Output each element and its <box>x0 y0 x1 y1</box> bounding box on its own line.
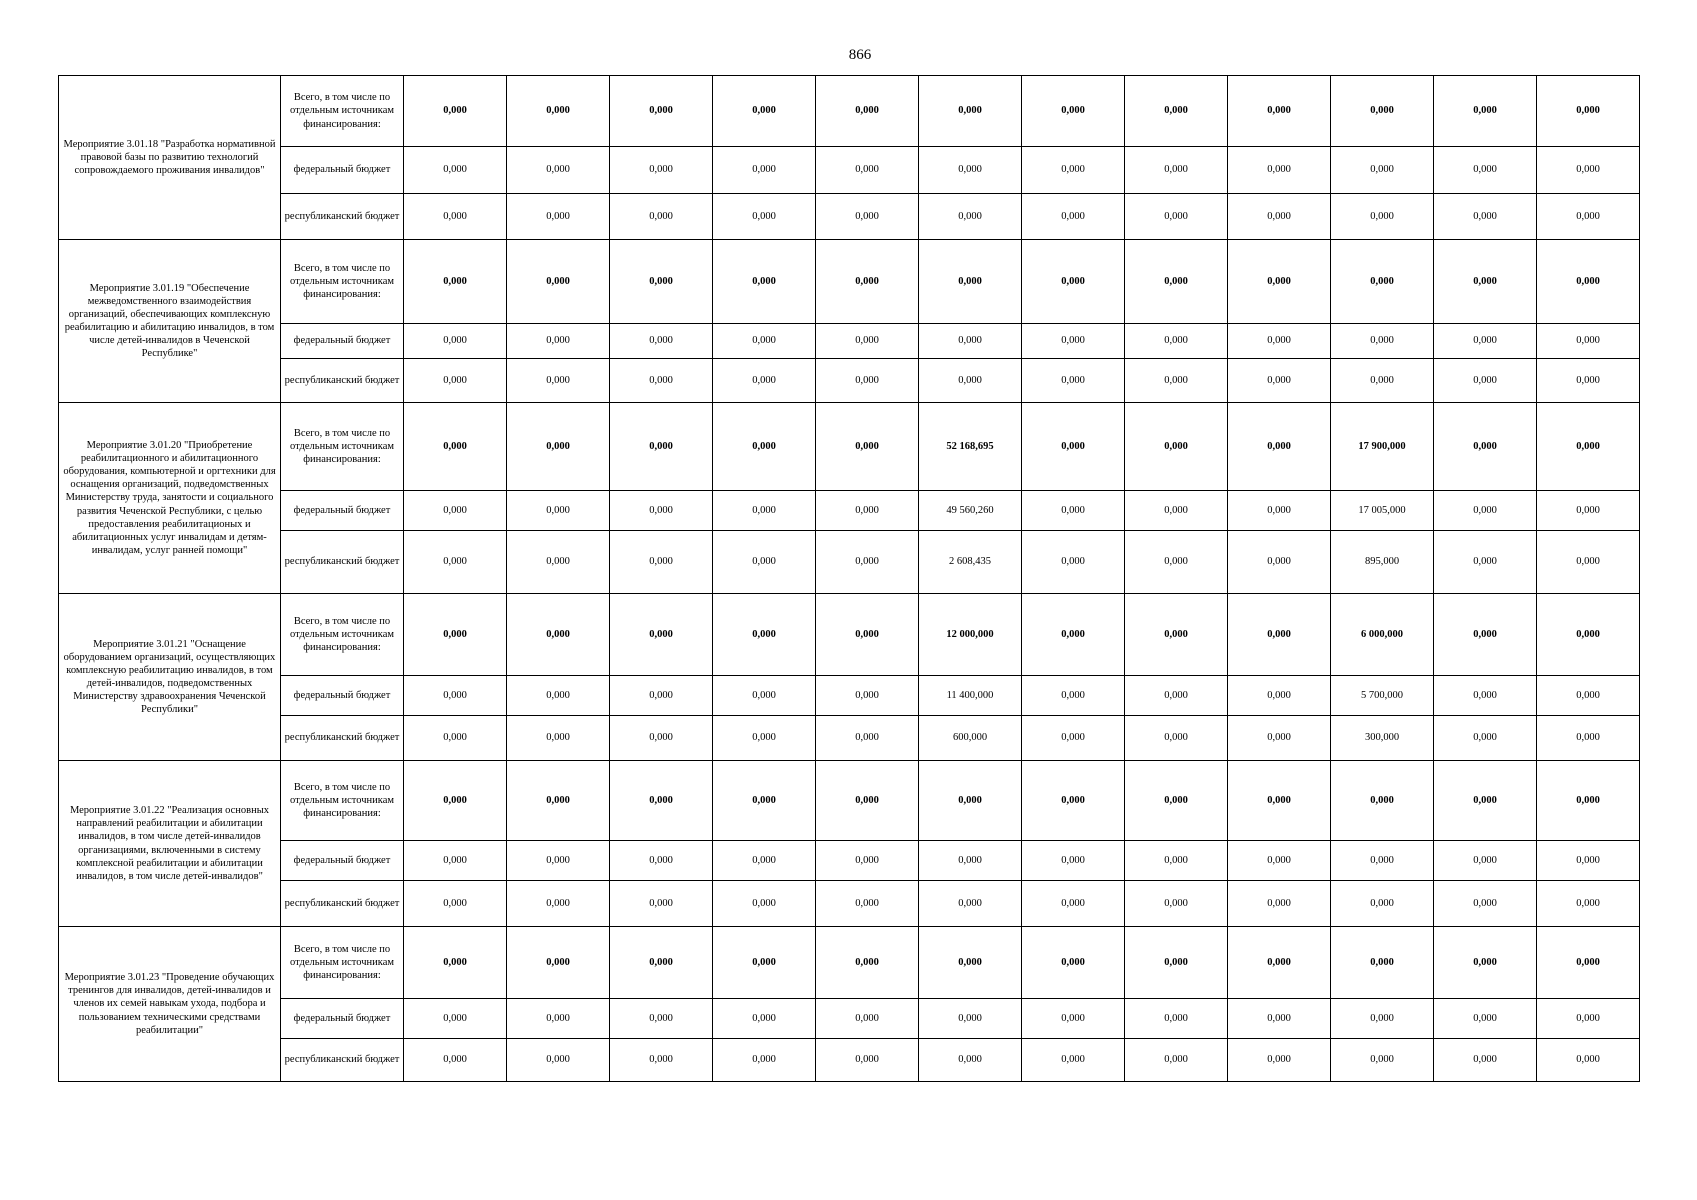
table-row <box>59 1039 1640 1082</box>
value-cell: 11 400,000 <box>919 676 1022 716</box>
value-cell: 0,000 <box>507 147 610 194</box>
value-cell: 0,000 <box>610 761 713 841</box>
source-label-federal-budget: федеральный бюджет <box>281 676 404 716</box>
source-label-republic-budget: республиканский бюджет <box>281 359 404 403</box>
value-cell: 0,000 <box>610 841 713 881</box>
value-cell: 0,000 <box>507 359 610 403</box>
value-cell: 0,000 <box>1228 927 1331 999</box>
value-cell: 0,000 <box>507 403 610 491</box>
value-cell: 0,000 <box>919 147 1022 194</box>
table-row <box>59 716 1640 761</box>
value-cell: 0,000 <box>1022 240 1125 324</box>
value-cell: 0,000 <box>816 324 919 359</box>
value-cell: 0,000 <box>1434 240 1537 324</box>
value-cell: 0,000 <box>1537 324 1640 359</box>
table-row <box>59 676 1640 716</box>
value-cell: 0,000 <box>507 324 610 359</box>
value-cell: 0,000 <box>404 1039 507 1082</box>
value-cell: 0,000 <box>713 403 816 491</box>
value-cell: 0,000 <box>713 324 816 359</box>
value-cell: 0,000 <box>1537 531 1640 594</box>
value-cell: 0,000 <box>1125 716 1228 761</box>
value-cell: 0,000 <box>404 359 507 403</box>
value-cell: 0,000 <box>1022 194 1125 240</box>
value-cell: 0,000 <box>1228 841 1331 881</box>
value-cell: 0,000 <box>919 927 1022 999</box>
value-cell: 0,000 <box>713 999 816 1039</box>
value-cell: 0,000 <box>507 999 610 1039</box>
value-cell: 0,000 <box>816 1039 919 1082</box>
value-cell: 0,000 <box>507 76 610 147</box>
value-cell: 0,000 <box>1228 716 1331 761</box>
source-label-republic-budget: республиканский бюджет <box>281 716 404 761</box>
value-cell: 0,000 <box>713 194 816 240</box>
value-cell: 0,000 <box>1022 594 1125 676</box>
value-cell: 0,000 <box>610 676 713 716</box>
value-cell: 0,000 <box>919 76 1022 147</box>
value-cell: 0,000 <box>713 716 816 761</box>
value-cell: 0,000 <box>404 927 507 999</box>
value-cell: 0,000 <box>816 240 919 324</box>
page-number: 866 <box>848 47 872 63</box>
value-cell: 0,000 <box>1537 841 1640 881</box>
value-cell: 0,000 <box>507 676 610 716</box>
value-cell: 0,000 <box>1331 1039 1434 1082</box>
table-row <box>59 324 1640 359</box>
value-cell: 0,000 <box>1228 147 1331 194</box>
value-cell: 0,000 <box>816 147 919 194</box>
event-title: Мероприятие 3.01.21 "Оснащение оборудованием организаций, осуществляющих комплексную реабилитацию инвалидов, в том детей-инвалидов, подведомственных Министерству здравоохранения Чеченской Республики" <box>59 594 281 761</box>
value-cell: 0,000 <box>507 194 610 240</box>
value-cell: 0,000 <box>816 676 919 716</box>
value-cell: 0,000 <box>1434 194 1537 240</box>
value-cell: 0,000 <box>919 761 1022 841</box>
value-cell: 0,000 <box>1434 147 1537 194</box>
table-row <box>59 147 1640 194</box>
value-cell: 0,000 <box>610 403 713 491</box>
table-row <box>59 531 1640 594</box>
value-cell: 0,000 <box>404 76 507 147</box>
value-cell: 0,000 <box>507 491 610 531</box>
value-cell: 0,000 <box>404 881 507 927</box>
value-cell: 49 560,260 <box>919 491 1022 531</box>
value-cell: 0,000 <box>816 594 919 676</box>
value-cell: 0,000 <box>1434 324 1537 359</box>
value-cell: 0,000 <box>1125 761 1228 841</box>
value-cell: 0,000 <box>610 1039 713 1082</box>
value-cell: 0,000 <box>1125 76 1228 147</box>
value-cell: 0,000 <box>610 76 713 147</box>
value-cell: 0,000 <box>1434 76 1537 147</box>
value-cell: 0,000 <box>507 761 610 841</box>
value-cell: 0,000 <box>507 716 610 761</box>
table-row <box>59 594 1640 676</box>
value-cell: 0,000 <box>1022 1039 1125 1082</box>
value-cell: 0,000 <box>1022 999 1125 1039</box>
value-cell: 0,000 <box>816 76 919 147</box>
value-cell: 0,000 <box>713 676 816 716</box>
value-cell: 0,000 <box>507 881 610 927</box>
value-cell: 0,000 <box>404 676 507 716</box>
value-cell: 0,000 <box>713 761 816 841</box>
value-cell: 0,000 <box>1125 147 1228 194</box>
value-cell: 0,000 <box>1022 324 1125 359</box>
value-cell: 0,000 <box>1228 999 1331 1039</box>
value-cell: 0,000 <box>404 491 507 531</box>
value-cell: 0,000 <box>713 76 816 147</box>
value-cell: 0,000 <box>404 761 507 841</box>
value-cell: 0,000 <box>1125 1039 1228 1082</box>
value-cell: 0,000 <box>919 999 1022 1039</box>
value-cell: 0,000 <box>1228 881 1331 927</box>
value-cell: 0,000 <box>1434 676 1537 716</box>
value-cell: 0,000 <box>610 716 713 761</box>
table-row <box>59 491 1640 531</box>
source-label-federal-budget: федеральный бюджет <box>281 324 404 359</box>
value-cell: 0,000 <box>713 147 816 194</box>
value-cell: 52 168,695 <box>919 403 1022 491</box>
value-cell: 0,000 <box>610 359 713 403</box>
value-cell: 0,000 <box>1537 1039 1640 1082</box>
value-cell: 0,000 <box>1331 147 1434 194</box>
value-cell: 0,000 <box>1228 76 1331 147</box>
source-label-federal-budget: федеральный бюджет <box>281 147 404 194</box>
value-cell: 895,000 <box>1331 531 1434 594</box>
value-cell: 0,000 <box>713 1039 816 1082</box>
value-cell: 0,000 <box>713 594 816 676</box>
value-cell: 0,000 <box>404 403 507 491</box>
budget-table <box>58 75 1640 1082</box>
value-cell: 0,000 <box>610 531 713 594</box>
value-cell: 0,000 <box>919 881 1022 927</box>
value-cell: 0,000 <box>816 881 919 927</box>
value-cell: 0,000 <box>1434 761 1537 841</box>
value-cell: 0,000 <box>1125 881 1228 927</box>
value-cell: 0,000 <box>1125 676 1228 716</box>
value-cell: 0,000 <box>1331 194 1434 240</box>
value-cell: 0,000 <box>1022 403 1125 491</box>
value-cell: 0,000 <box>816 491 919 531</box>
value-cell: 0,000 <box>1022 531 1125 594</box>
value-cell: 0,000 <box>1228 240 1331 324</box>
value-cell: 0,000 <box>1537 76 1640 147</box>
value-cell: 0,000 <box>1434 716 1537 761</box>
value-cell: 0,000 <box>507 531 610 594</box>
value-cell: 5 700,000 <box>1331 676 1434 716</box>
value-cell: 0,000 <box>1228 359 1331 403</box>
value-cell: 0,000 <box>1331 761 1434 841</box>
value-cell: 0,000 <box>610 491 713 531</box>
value-cell: 0,000 <box>1125 194 1228 240</box>
value-cell: 0,000 <box>1228 324 1331 359</box>
value-cell: 0,000 <box>713 240 816 324</box>
value-cell: 300,000 <box>1331 716 1434 761</box>
value-cell: 0,000 <box>1125 927 1228 999</box>
value-cell: 0,000 <box>1331 240 1434 324</box>
event-title: Мероприятие 3.01.18 "Разработка нормативной правовой базы по развитию технологий сопровождаемого проживания инвалидов" <box>59 76 281 240</box>
value-cell: 0,000 <box>404 594 507 676</box>
value-cell: 0,000 <box>1022 716 1125 761</box>
value-cell: 0,000 <box>610 999 713 1039</box>
table-row <box>59 403 1640 491</box>
source-label-republic-budget: республиканский бюджет <box>281 194 404 240</box>
table-row <box>59 240 1640 324</box>
value-cell: 0,000 <box>1331 927 1434 999</box>
value-cell: 0,000 <box>1537 491 1640 531</box>
value-cell: 0,000 <box>1022 881 1125 927</box>
value-cell: 0,000 <box>404 240 507 324</box>
table-row <box>59 927 1640 999</box>
value-cell: 0,000 <box>1022 491 1125 531</box>
value-cell: 0,000 <box>404 841 507 881</box>
value-cell: 0,000 <box>919 1039 1022 1082</box>
value-cell: 0,000 <box>1125 491 1228 531</box>
event-title: Мероприятие 3.01.20 "Приобретение реабилитационного и абилитационного оборудования, компьютерной и оргтехники для оснащения организаций, подведомственных Министерству труда, занятости и социального развития Чеченской Республики, с целью предоставления реабилитационых и абилитационных услуг инвалидам и детям-инвалидам, услуг ранней помощи" <box>59 403 281 594</box>
value-cell: 0,000 <box>1434 881 1537 927</box>
source-label-total: Всего, в том числе по отдельным источникам финансирования: <box>281 76 404 147</box>
value-cell: 0,000 <box>610 194 713 240</box>
value-cell: 0,000 <box>507 1039 610 1082</box>
value-cell: 0,000 <box>1022 147 1125 194</box>
table-row <box>59 761 1640 841</box>
value-cell: 0,000 <box>919 841 1022 881</box>
value-cell: 0,000 <box>1022 76 1125 147</box>
value-cell: 0,000 <box>919 359 1022 403</box>
value-cell: 0,000 <box>1537 240 1640 324</box>
value-cell: 0,000 <box>1228 403 1331 491</box>
value-cell: 0,000 <box>610 324 713 359</box>
value-cell: 0,000 <box>1434 491 1537 531</box>
table-row <box>59 881 1640 927</box>
value-cell: 0,000 <box>1125 999 1228 1039</box>
value-cell: 0,000 <box>610 881 713 927</box>
value-cell: 0,000 <box>713 881 816 927</box>
value-cell: 0,000 <box>816 403 919 491</box>
value-cell: 0,000 <box>610 927 713 999</box>
value-cell: 0,000 <box>1434 531 1537 594</box>
value-cell: 0,000 <box>507 240 610 324</box>
value-cell: 0,000 <box>1331 76 1434 147</box>
value-cell: 0,000 <box>919 324 1022 359</box>
value-cell: 0,000 <box>1434 999 1537 1039</box>
value-cell: 0,000 <box>404 531 507 594</box>
value-cell: 0,000 <box>610 594 713 676</box>
value-cell: 0,000 <box>1331 881 1434 927</box>
value-cell: 0,000 <box>404 194 507 240</box>
source-label-total: Всего, в том числе по отдельным источникам финансирования: <box>281 761 404 841</box>
event-title: Мероприятие 3.01.19 "Обеспечение межведомственного взаимодействия организаций, обеспечивающих комплексную реабилитацию и абилитацию инвалидов, в том числе детей-инвалидов в Чеченской Республике" <box>59 240 281 403</box>
value-cell: 0,000 <box>1537 194 1640 240</box>
source-label-republic-budget: республиканский бюджет <box>281 1039 404 1082</box>
value-cell: 0,000 <box>1537 594 1640 676</box>
source-label-federal-budget: федеральный бюджет <box>281 999 404 1039</box>
table-row <box>59 999 1640 1039</box>
value-cell: 0,000 <box>1228 531 1331 594</box>
value-cell: 0,000 <box>816 531 919 594</box>
value-cell: 6 000,000 <box>1331 594 1434 676</box>
value-cell: 0,000 <box>1537 761 1640 841</box>
value-cell: 0,000 <box>1228 1039 1331 1082</box>
value-cell: 0,000 <box>1125 841 1228 881</box>
value-cell: 0,000 <box>507 927 610 999</box>
value-cell: 0,000 <box>1537 359 1640 403</box>
value-cell: 0,000 <box>610 240 713 324</box>
source-label-federal-budget: федеральный бюджет <box>281 491 404 531</box>
value-cell: 0,000 <box>1331 999 1434 1039</box>
value-cell: 0,000 <box>816 194 919 240</box>
value-cell: 17 005,000 <box>1331 491 1434 531</box>
value-cell: 17 900,000 <box>1331 403 1434 491</box>
value-cell: 0,000 <box>816 999 919 1039</box>
value-cell: 0,000 <box>1537 999 1640 1039</box>
value-cell: 0,000 <box>1125 240 1228 324</box>
value-cell: 0,000 <box>1022 761 1125 841</box>
table-row <box>59 841 1640 881</box>
value-cell: 0,000 <box>610 147 713 194</box>
value-cell: 0,000 <box>1228 761 1331 841</box>
value-cell: 0,000 <box>713 841 816 881</box>
value-cell: 0,000 <box>1228 676 1331 716</box>
value-cell: 0,000 <box>1434 403 1537 491</box>
value-cell: 0,000 <box>1537 676 1640 716</box>
source-label-total: Всего, в том числе по отдельным источникам финансирования: <box>281 927 404 999</box>
event-title: Мероприятие 3.01.22 "Реализация основных направлений реабилитации и абилитации инвалидов, в том числе детей-инвалидов организациями, включенными в систему комплексной реабилитации и абилитации инвалидов, в том числе детей-инвалидов" <box>59 761 281 927</box>
value-cell: 0,000 <box>507 594 610 676</box>
value-cell: 0,000 <box>1125 359 1228 403</box>
source-label-republic-budget: республиканский бюджет <box>281 531 404 594</box>
event-title: Мероприятие 3.01.23 "Проведение обучающих тренингов для инвалидов, детей-инвалидов и членов их семей навыкам ухода, подбора и пользованием техническими средствами реабилитации" <box>59 927 281 1082</box>
table-row <box>59 76 1640 147</box>
value-cell: 0,000 <box>1434 927 1537 999</box>
value-cell: 0,000 <box>404 147 507 194</box>
value-cell: 0,000 <box>1228 594 1331 676</box>
value-cell: 0,000 <box>1331 359 1434 403</box>
source-label-republic-budget: республиканский бюджет <box>281 881 404 927</box>
value-cell: 0,000 <box>713 531 816 594</box>
value-cell: 0,000 <box>713 927 816 999</box>
value-cell: 12 000,000 <box>919 594 1022 676</box>
value-cell: 0,000 <box>1434 594 1537 676</box>
value-cell: 0,000 <box>507 841 610 881</box>
table-row <box>59 359 1640 403</box>
value-cell: 0,000 <box>1434 359 1537 403</box>
table-row <box>59 194 1640 240</box>
value-cell: 0,000 <box>1228 194 1331 240</box>
value-cell: 0,000 <box>1125 594 1228 676</box>
value-cell: 0,000 <box>1022 359 1125 403</box>
source-label-total: Всего, в том числе по отдельным источникам финансирования: <box>281 594 404 676</box>
value-cell: 0,000 <box>1125 403 1228 491</box>
value-cell: 600,000 <box>919 716 1022 761</box>
value-cell: 0,000 <box>1434 841 1537 881</box>
value-cell: 0,000 <box>1537 147 1640 194</box>
value-cell: 0,000 <box>816 761 919 841</box>
value-cell: 0,000 <box>1537 403 1640 491</box>
value-cell: 0,000 <box>1537 881 1640 927</box>
value-cell: 0,000 <box>816 841 919 881</box>
value-cell: 0,000 <box>1022 676 1125 716</box>
value-cell: 0,000 <box>816 359 919 403</box>
source-label-total: Всего, в том числе по отдельным источникам финансирования: <box>281 403 404 491</box>
value-cell: 0,000 <box>713 491 816 531</box>
value-cell: 0,000 <box>919 240 1022 324</box>
value-cell: 0,000 <box>713 359 816 403</box>
value-cell: 0,000 <box>1537 927 1640 999</box>
value-cell: 0,000 <box>919 194 1022 240</box>
value-cell: 0,000 <box>1022 841 1125 881</box>
value-cell: 0,000 <box>816 716 919 761</box>
value-cell: 0,000 <box>1537 716 1640 761</box>
value-cell: 0,000 <box>404 324 507 359</box>
value-cell: 0,000 <box>1125 324 1228 359</box>
value-cell: 0,000 <box>816 927 919 999</box>
value-cell: 0,000 <box>1331 841 1434 881</box>
value-cell: 2 608,435 <box>919 531 1022 594</box>
value-cell: 0,000 <box>1434 1039 1537 1082</box>
source-label-total: Всего, в том числе по отдельным источникам финансирования: <box>281 240 404 324</box>
source-label-federal-budget: федеральный бюджет <box>281 841 404 881</box>
value-cell: 0,000 <box>1331 324 1434 359</box>
value-cell: 0,000 <box>404 999 507 1039</box>
value-cell: 0,000 <box>1125 531 1228 594</box>
value-cell: 0,000 <box>1228 491 1331 531</box>
value-cell: 0,000 <box>404 716 507 761</box>
value-cell: 0,000 <box>1022 927 1125 999</box>
